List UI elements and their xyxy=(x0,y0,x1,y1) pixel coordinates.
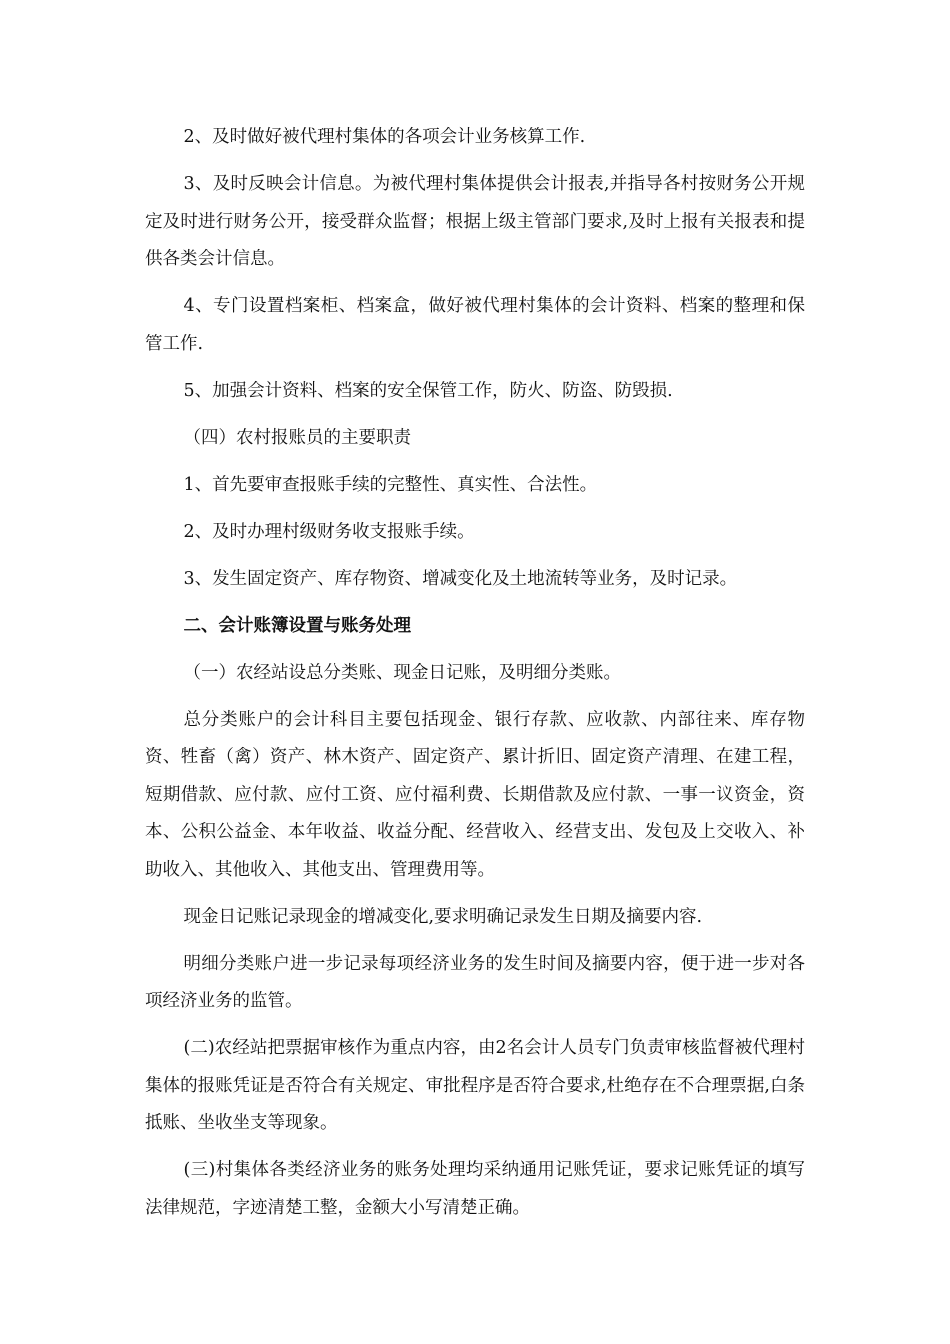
document-body xyxy=(145,119,805,1237)
paragraph-duty-3: 3、发生固定资产、库存物资、增减变化及土地流转等业务，及时记录。 xyxy=(183,568,738,589)
subsection-heading-4: （四）农村报账员的主要职责 xyxy=(183,427,411,448)
paragraph-ledger-setup: （一）农经站设总分类账、现金日记账，及明细分类账。 xyxy=(183,662,621,683)
paragraph-subsidiary-ledger: 明细分类账户进一步记录每项经济业务的发生时间及摘要内容，便于进一步对各项经济业务的监管。 xyxy=(145,953,805,1011)
section-heading-2: 二、会计账簿设置与账务处理 xyxy=(183,615,411,636)
paragraph-duty-1: 1、首先要审查报账手续的完整性、真实性、合法性。 xyxy=(183,474,598,495)
paragraph-bill-review: (二)农经站把票据审核作为重点内容，由2名会计人员专门负责审核监督被代理村集体的报账凭证是否符合有关规定、审批程序是否符合要求,杜绝存在不合理票据,白条抵账、坐收坐支等现象。 xyxy=(145,1038,805,1133)
paragraph-voucher: (三)村集体各类经济业务的账务处理均采纳通用记账凭证，要求记账凭证的填写法律规范，字迹清楚工整，金额大小写清楚正确。 xyxy=(145,1160,805,1218)
paragraph-general-ledger: 总分类账户的会计科目主要包括现金、银行存款、应收款、内部往来、库存物资、牲畜（禽）资产、林木资产、固定资产、累计折旧、固定资产清理、在建工程，短期借款、应付款、应付工资、应付福利费、长期借款及应付款、一事一议资金，资本、公积公益金、本年收益、收益分配、经营收入、经营支出、发包及上交收入、补助收入、其他收入、其他支出、管理费用等。 xyxy=(145,709,805,880)
paragraph-item-3: 3、及时反映会计信息。为被代理村集体提供会计报表,并指导各村按财务公开规定及时进行财务公开，接受群众监督；根据上级主管部门要求,及时上报有关报表和提供各类会计信息。 xyxy=(145,174,805,269)
paragraph-duty-2: 2、及时办理村级财务收支报账手续。 xyxy=(183,521,475,542)
paragraph-cash-journal: 现金日记账记录现金的增减变化,要求明确记录发生日期及摘要内容. xyxy=(183,906,703,927)
paragraph-item-4: 4、专门设置档案柜、档案盒，做好被代理村集体的会计资料、档案的整理和保管工作. xyxy=(145,296,805,354)
paragraph-item-5: 5、加强会计资料、档案的安全保管工作，防火、防盗、防毁损. xyxy=(183,380,673,401)
paragraph-item-2: 2、及时做好被代理村集体的各项会计业务核算工作. xyxy=(183,127,586,147)
